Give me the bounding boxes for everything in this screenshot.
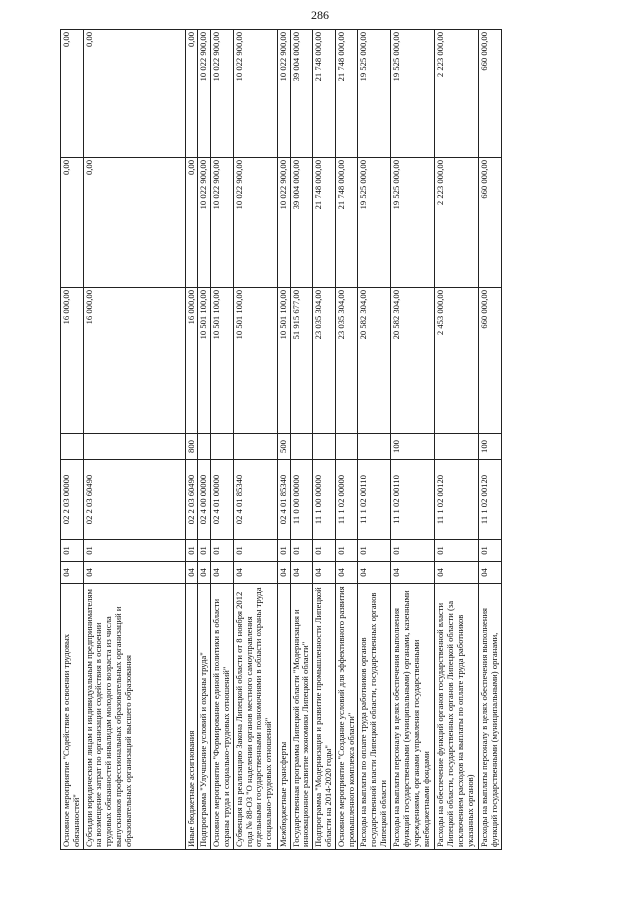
table-row (290, 30, 313, 850)
expense-type-cell (198, 434, 211, 460)
subsection-code-cell: 01 (313, 540, 336, 562)
amount-year2-cell: 39 004 000,00 (290, 158, 313, 288)
amount-year2-cell: 10 022 900,00 (198, 158, 211, 288)
amount-year1-cell: 10 501 100,00 (233, 288, 277, 434)
section-code-cell: 04 (290, 562, 313, 584)
amount-year3-cell: 19 525 000,00 (391, 30, 435, 158)
target-article-cell: 02 2 03 60490 (83, 460, 185, 540)
target-article-cell: 11 1 02 00110 (358, 460, 391, 540)
amount-year2-cell: 21 748 000,00 (335, 158, 358, 288)
amount-year2-cell: 0,00 (83, 158, 185, 288)
amount-year2-cell: 21 748 000,00 (313, 158, 336, 288)
expense-type-cell: 500 (277, 434, 290, 460)
expense-type-cell (233, 434, 277, 460)
row-name-cell: Субсидии юридическим лицам и индивидуальным предпринимателям на возмещение затрат по организации содействия в освоении трудовых обязанностей инвалидам молодого возраста из числа выпускников профессиональных образовательных организаций и образовательных организаций высшего образования (83, 584, 185, 850)
amount-year3-cell: 660 000,00 (479, 30, 502, 158)
amount-year3-cell: 10 022 900,00 (211, 30, 234, 158)
amount-year3-cell: 10 022 900,00 (277, 30, 290, 158)
amount-year3-cell: 21 748 000,00 (313, 30, 336, 158)
amount-year1-cell: 10 501 100,00 (198, 288, 211, 434)
row-name-cell: Государственная программа Липецкой области "Модернизация и инновационное развитие экономики Липецкой области" (290, 584, 313, 850)
table-row (435, 30, 479, 850)
section-code-cell: 04 (277, 562, 290, 584)
amount-year1-cell: 16 000,00 (61, 288, 84, 434)
target-article-cell: 11 1 02 00000 (335, 460, 358, 540)
amount-year3-cell: 10 022 900,00 (233, 30, 277, 158)
table-row (358, 30, 391, 850)
expense-type-cell (313, 434, 336, 460)
subsection-code-cell: 01 (61, 540, 84, 562)
row-name-cell: Расходы на выплаты персоналу в целях обеспечения выполнения функций государственными (муниципальными) органами, казенными учреждениями, органами управления государственными внебюджетными фондами (391, 584, 435, 850)
subsection-code-cell: 01 (277, 540, 290, 562)
table-row (479, 30, 502, 850)
amount-year2-cell: 10 022 900,00 (233, 158, 277, 288)
target-article-cell: 02 2 03 60490 (185, 460, 198, 540)
target-article-cell: 11 1 00 00000 (313, 460, 336, 540)
target-article-cell: 11 0 00 00000 (290, 460, 313, 540)
section-code-cell: 04 (61, 562, 84, 584)
budget-table-body (61, 30, 502, 850)
expense-type-cell (335, 434, 358, 460)
amount-year2-cell: 0,00 (185, 158, 198, 288)
section-code-cell: 04 (391, 562, 435, 584)
subsection-code-cell: 01 (233, 540, 277, 562)
amount-year3-cell: 19 525 000,00 (358, 30, 391, 158)
expense-type-cell: 800 (185, 434, 198, 460)
target-article-cell: 02 2 03 00000 (61, 460, 84, 540)
expense-type-cell: 100 (479, 434, 502, 460)
amount-year3-cell: 0,00 (61, 30, 84, 158)
amount-year1-cell: 2 453 000,00 (435, 288, 479, 434)
amount-year1-cell: 51 915 677,00 (290, 288, 313, 434)
subsection-code-cell: 01 (198, 540, 211, 562)
row-name-cell: Расходы на выплаты персоналу в целях обеспечения выполнения функций государственными (муниципальными) органами, (479, 584, 502, 850)
subsection-code-cell: 01 (358, 540, 391, 562)
subsection-code-cell: 01 (290, 540, 313, 562)
table-row (83, 30, 185, 850)
row-name-cell: Межбюджетные трансферты (277, 584, 290, 850)
table-row (391, 30, 435, 850)
rotated-page-area (60, 30, 634, 850)
subsection-code-cell: 01 (335, 540, 358, 562)
expense-type-cell: 100 (391, 434, 435, 460)
section-code-cell: 04 (335, 562, 358, 584)
expense-type-cell (211, 434, 234, 460)
amount-year1-cell: 23 035 304,00 (313, 288, 336, 434)
amount-year2-cell: 10 022 900,00 (211, 158, 234, 288)
amount-year3-cell: 39 004 000,00 (290, 30, 313, 158)
section-code-cell: 04 (211, 562, 234, 584)
expense-type-cell (290, 434, 313, 460)
amount-year2-cell: 0,00 (61, 158, 84, 288)
target-article-cell: 11 1 02 00120 (479, 460, 502, 540)
amount-year1-cell: 10 501 100,00 (277, 288, 290, 434)
subsection-code-cell: 01 (83, 540, 185, 562)
amount-year1-cell: 20 582 304,00 (358, 288, 391, 434)
target-article-cell: 11 1 02 00110 (391, 460, 435, 540)
section-code-cell: 04 (313, 562, 336, 584)
target-article-cell: 02 4 01 00000 (211, 460, 234, 540)
table-row (313, 30, 336, 850)
target-article-cell: 11 1 02 00120 (435, 460, 479, 540)
amount-year3-cell: 0,00 (83, 30, 185, 158)
section-code-cell: 04 (435, 562, 479, 584)
subsection-code-cell: 01 (211, 540, 234, 562)
amount-year1-cell: 23 035 304,00 (335, 288, 358, 434)
section-code-cell: 04 (198, 562, 211, 584)
amount-year1-cell: 10 501 100,00 (211, 288, 234, 434)
row-name-cell: Основное мероприятие "Содействие в освоении трудовых обязанностей" (61, 584, 84, 850)
table-row (198, 30, 211, 850)
expense-type-cell (435, 434, 479, 460)
row-name-cell: Иные бюджетные ассигнования (185, 584, 198, 850)
target-article-cell: 02 4 00 00000 (198, 460, 211, 540)
budget-table (60, 29, 502, 850)
subsection-code-cell: 01 (435, 540, 479, 562)
row-name-cell: Подпрограмма "Улучшение условий и охраны труда" (198, 584, 211, 850)
row-name-cell: Субвенция на реализацию Закона Липецкой области от 8 ноября 2012 года № 88-ОЗ "О наделении органов местного самоуправления отдельными государственными полномочиями в области охраны труда и социально-трудовых отношений" (233, 584, 277, 850)
amount-year1-cell: 660 000,00 (479, 288, 502, 434)
amount-year2-cell: 10 022 900,00 (277, 158, 290, 288)
rotated-table-wrapper (60, 30, 634, 850)
target-article-cell: 02 4 01 85340 (233, 460, 277, 540)
table-row (61, 30, 84, 850)
table-row (233, 30, 277, 850)
row-name-cell: Расходы на обеспечение функций органов государственной власти Липецкой области, государственных органов Липецкой области (за исключением расходов на выплаты по оплате труда работников указанных органов) (435, 584, 479, 850)
amount-year1-cell: 20 582 304,00 (391, 288, 435, 434)
amount-year2-cell: 660 000,00 (479, 158, 502, 288)
expense-type-cell (61, 434, 84, 460)
page-number: 286 (311, 8, 329, 22)
amount-year3-cell: 21 748 000,00 (335, 30, 358, 158)
table-row (211, 30, 234, 850)
row-name-cell: Основное мероприятие "Создание условий для эффективного развития промышленного комплекса области" (335, 584, 358, 850)
amount-year2-cell: 2 223 000,00 (435, 158, 479, 288)
subsection-code-cell: 01 (185, 540, 198, 562)
section-code-cell: 04 (83, 562, 185, 584)
amount-year1-cell: 16 000,00 (83, 288, 185, 434)
table-row (277, 30, 290, 850)
row-name-cell: Основное мероприятие "Формирование единой политики в области охраны труда и социально-трудовых отношений" (211, 584, 234, 850)
amount-year3-cell: 10 022 900,00 (198, 30, 211, 158)
target-article-cell: 02 4 01 85340 (277, 460, 290, 540)
subsection-code-cell: 01 (479, 540, 502, 562)
amount-year1-cell: 16 000,00 (185, 288, 198, 434)
amount-year2-cell: 19 525 000,00 (391, 158, 435, 288)
section-code-cell: 04 (185, 562, 198, 584)
row-name-cell: Расходы на выплаты по оплате труда работников органов государственной власти Липецкой области, государственных органов Липецкой области (358, 584, 391, 850)
amount-year2-cell: 19 525 000,00 (358, 158, 391, 288)
section-code-cell: 04 (479, 562, 502, 584)
row-name-cell: Подпрограмма "Модернизация и развитие промышленности Липецкой области на 2014-2020 годы" (313, 584, 336, 850)
section-code-cell: 04 (233, 562, 277, 584)
subsection-code-cell: 01 (391, 540, 435, 562)
amount-year3-cell: 0,00 (185, 30, 198, 158)
expense-type-cell (83, 434, 185, 460)
table-row (185, 30, 198, 850)
amount-year3-cell: 2 223 000,00 (435, 30, 479, 158)
table-row (335, 30, 358, 850)
expense-type-cell (358, 434, 391, 460)
section-code-cell: 04 (358, 562, 391, 584)
